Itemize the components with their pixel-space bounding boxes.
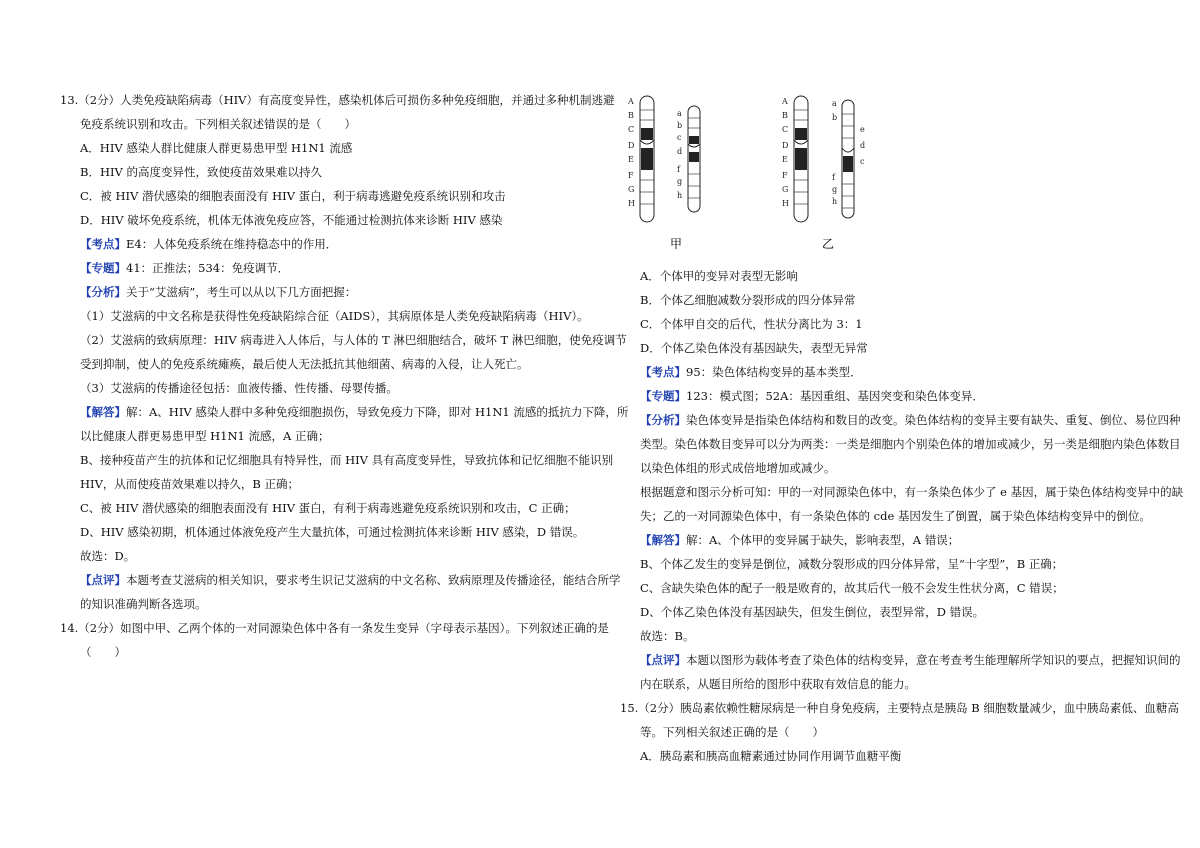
q13-dianping [60, 568, 621, 592]
chromosome-diagram [620, 92, 880, 260]
gene-label: c [677, 133, 682, 142]
q14-dianping [620, 648, 1181, 672]
q15-stem-cont: 等。下列相关叙述正确的是（ ） [640, 725, 824, 739]
gene-label: B [782, 111, 788, 120]
zhuanti-text: 41：正推法；534：免疫调节． [126, 261, 290, 275]
gene-labels [627, 97, 865, 208]
gene-label: C [628, 125, 635, 134]
gene-label: h [677, 191, 683, 200]
q13-zhuanti [60, 256, 600, 280]
dianping-tag: 【点评】 [80, 573, 126, 587]
gene-label: H [782, 199, 789, 208]
q14-jieda-c: C、含缺失染色体的配子一般是败育的，故其后代一般不会发生性状分离，C 错误； [640, 581, 1064, 595]
q14-option-a: A．个体甲的变异对表型无影响 [640, 269, 798, 283]
gene-label: E [782, 155, 788, 164]
figure-label-jia: 甲 [670, 237, 683, 251]
kaodian-text: E4：人体免疫系统在维持稳态中的作用． [126, 237, 338, 251]
q13-jieda-d: D、HIV 感染初期，机体通过体液免疫产生大量抗体，可通过检测抗体来诊断 HIV 感染，D 错误。 [80, 525, 585, 539]
gene-label: C [782, 125, 789, 134]
zhuanti-tag: 【专题】 [640, 389, 686, 403]
q13-dianping-cont: 的知识准确判断各选项。 [80, 597, 207, 611]
jieda-tag: 【解答】 [80, 405, 126, 419]
q13-stem: 13.（2分）人类免疫缺陷病毒（HIV）有高度变异性，感染机体后可损伤多种免疫细胞，并通过多种机制逃避 [60, 93, 615, 107]
gene-label: f [677, 165, 680, 174]
q14-jieda-d: D、个体乙染色体没有基因缺失，但发生倒位，表型异常，D 错误。 [640, 605, 985, 619]
q14-stem-cont: （ ） [80, 645, 126, 659]
gene-label: d [860, 141, 866, 150]
yi-chromosome-inversion [842, 100, 854, 218]
q13-stem-cont: 免疫系统识别和攻击。下列相关叙述错误的是（ ） [80, 117, 356, 131]
q14-fenxi-cont: 类型。染色体数目变异可以分为两类：一类是细胞内个别染色体的增加或减少，另一类是细胞内染色体数目 [640, 437, 1181, 451]
gene-label: A [782, 97, 788, 106]
q13-jieda-cont: 以比健康人群更易患甲型 H1N1 流感，A 正确； [80, 429, 330, 443]
fenxi-text: 染色体变异是指染色体结构和数目的改变。染色体结构的变异主要有缺失、重复、倒位、易位四种 [686, 413, 1181, 427]
gene-label: H [628, 199, 635, 208]
q14-fenxi-cont: 以染色体组的形式成倍地增加或减少。 [640, 461, 836, 475]
gene-label: D [782, 141, 789, 150]
q13-fenxi [60, 280, 600, 304]
kaodian-tag: 【考点】 [80, 237, 126, 251]
dianping-tag: 【点评】 [640, 653, 686, 667]
q15-stem: 15.（2分）胰岛素依赖性糖尿病是一种自身免疫病，主要特点是胰岛 B 细胞数量减少，血中胰岛素低、血糖高 [620, 701, 1179, 715]
q14-option-b: B．个体乙细胞减数分裂形成的四分体异常 [640, 293, 856, 307]
q14-option-d: D．个体乙染色体没有基因缺失，表型无异常 [640, 341, 868, 355]
q14-stem: 14.（2分）如图中甲、乙两个体的一对同源染色体中各有一条发生变异（字母表示基因）。下列叙述正确的是 [60, 621, 609, 635]
gene-label: g [677, 177, 683, 186]
jieda-text: 解：A、HIV 感染人群中多种免疫细胞损伤，导致免疫力下降，即对 H1N1 流感的抵抗力下降，所 [126, 405, 629, 419]
q14-answer: 故选：B。 [640, 629, 695, 643]
kaodian-tag: 【考点】 [640, 365, 686, 379]
q13-option-a: A．HIV 感染人群比健康人群更易患甲型 H1N1 流感 [80, 141, 353, 155]
q14-jieda [620, 528, 1140, 552]
q13-point-1: （1）艾滋病的中文名称是获得性免疫缺陷综合征（AIDS），其病原体是人类免疫缺陷病毒（HIV）。 [80, 309, 589, 323]
q14-fenxi [620, 408, 1181, 432]
q13-option-b: B．HIV 的高度变异性，致使疫苗效果难以持久 [80, 165, 322, 179]
q13-jieda-c: C、被 HIV 潜伏感染的细胞表面没有 HIV 蛋白，有利于病毒逃避免疫系统识别和攻击，C 正确； [80, 501, 576, 515]
gene-label: G [782, 185, 789, 194]
q13-jieda [60, 400, 629, 424]
gene-label: F [628, 171, 634, 180]
jieda-text: 解：A、个体甲的变异属于缺失，影响表型，A 错误； [686, 533, 960, 547]
left-column [60, 88, 629, 664]
gene-label: d [677, 147, 683, 156]
q13-kaodian [60, 232, 600, 256]
zhuanti-tag: 【专题】 [80, 261, 126, 275]
gene-label: E [628, 155, 634, 164]
gene-label: a [832, 99, 837, 108]
dianping-text: 本题以图形为载体考查了染色体的结构变异，意在考查考生能理解所学知识的要点，把握知识间的 [686, 653, 1181, 667]
jieda-tag: 【解答】 [640, 533, 686, 547]
gene-label: c [860, 157, 865, 166]
q13-point-2: （2）艾滋病的致病原理：HIV 病毒进入人体后，与人体的 T 淋巴细胞结合，破坏 T 淋巴细胞，使免疫调节 [80, 333, 627, 347]
figure-label-yi: 乙 [822, 237, 835, 251]
gene-label: g [832, 185, 838, 194]
gene-label: b [832, 113, 838, 122]
gene-label: f [832, 173, 835, 182]
chromosome-figure [620, 92, 1140, 260]
kaodian-text: 95：染色体结构变异的基本类型． [686, 365, 862, 379]
q14-fenxi-cont: 根据题意和图示分析可知：甲的一对同源染色体中，有一条染色体少了 e 基因，属于染色体结构变异中的缺 [640, 485, 1184, 499]
gene-label: b [677, 121, 683, 130]
q14-option-c: C．个体甲自交的后代，性状分离比为 3：1 [640, 317, 863, 331]
q13-jieda-b: B、接种疫苗产生的抗体和记忆细胞具有特异性，而 HIV 具有高度变异性，导致抗体和记忆细胞不能识别 [80, 453, 614, 467]
q13-point-2-cont: 受到抑制，使人的免疫系统瘫痪，最后使人无法抵抗其他细菌、病毒的入侵，让人死亡。 [80, 357, 529, 371]
gene-label: A [628, 97, 634, 106]
yi-chromosome-normal [794, 96, 808, 222]
gene-label: G [628, 185, 635, 194]
q14-kaodian [620, 360, 1140, 384]
fenxi-text: 关于“艾滋病”，考生可以从以下几方面把握： [126, 285, 357, 299]
jia-chromosome-deletion [688, 106, 700, 212]
right-column [620, 92, 1184, 768]
q13-jieda-b-cont: HIV，从而使疫苗效果难以持久，B 正确； [80, 477, 299, 491]
gene-label: B [628, 111, 634, 120]
gene-label: F [782, 171, 788, 180]
gene-label: e [860, 125, 865, 134]
q13-option-d: D．HIV 破坏免疫系统，机体无体液免疫应答，不能通过检测抗体来诊断 HIV 感染 [80, 213, 503, 227]
dianping-text: 本题考查艾滋病的相关知识，要求考生识记艾滋病的中文名称、致病原理及传播途径，能结合所学 [126, 573, 621, 587]
gene-label: a [677, 109, 682, 118]
q13-answer: 故选：D。 [80, 549, 136, 563]
zhuanti-text: 123：模式图；52A：基因重组、基因突变和染色体变异． [686, 389, 984, 403]
q14-zhuanti [620, 384, 1140, 408]
q14-dianping-cont: 内在联系，从题目所给的图形中获取有效信息的能力。 [640, 677, 916, 691]
q13-point-3: （3）艾滋病的传播途径包括：血液传播、性传播、母婴传播。 [80, 381, 398, 395]
jia-chromosome-normal [640, 96, 654, 222]
q14-jieda-b: B、个体乙发生的变异是倒位，减数分裂形成的四分体异常，呈“十字型”，B 正确； [640, 557, 1064, 571]
q15-option-a: A．胰岛素和胰高血糖素通过协同作用调节血糖平衡 [640, 749, 902, 763]
gene-label: h [832, 197, 838, 206]
fenxi-tag: 【分析】 [80, 285, 126, 299]
q13-option-c: C．被 HIV 潜伏感染的细胞表面没有 HIV 蛋白，利于病毒逃避免疫系统识别和攻击 [80, 189, 506, 203]
gene-label: D [628, 141, 635, 150]
q14-fenxi-cont: 失；乙的一对同源染色体中，有一条染色体的 cde 基因发生了倒置，属于染色体结构变异中的倒位。 [640, 509, 1151, 523]
fenxi-tag: 【分析】 [640, 413, 686, 427]
